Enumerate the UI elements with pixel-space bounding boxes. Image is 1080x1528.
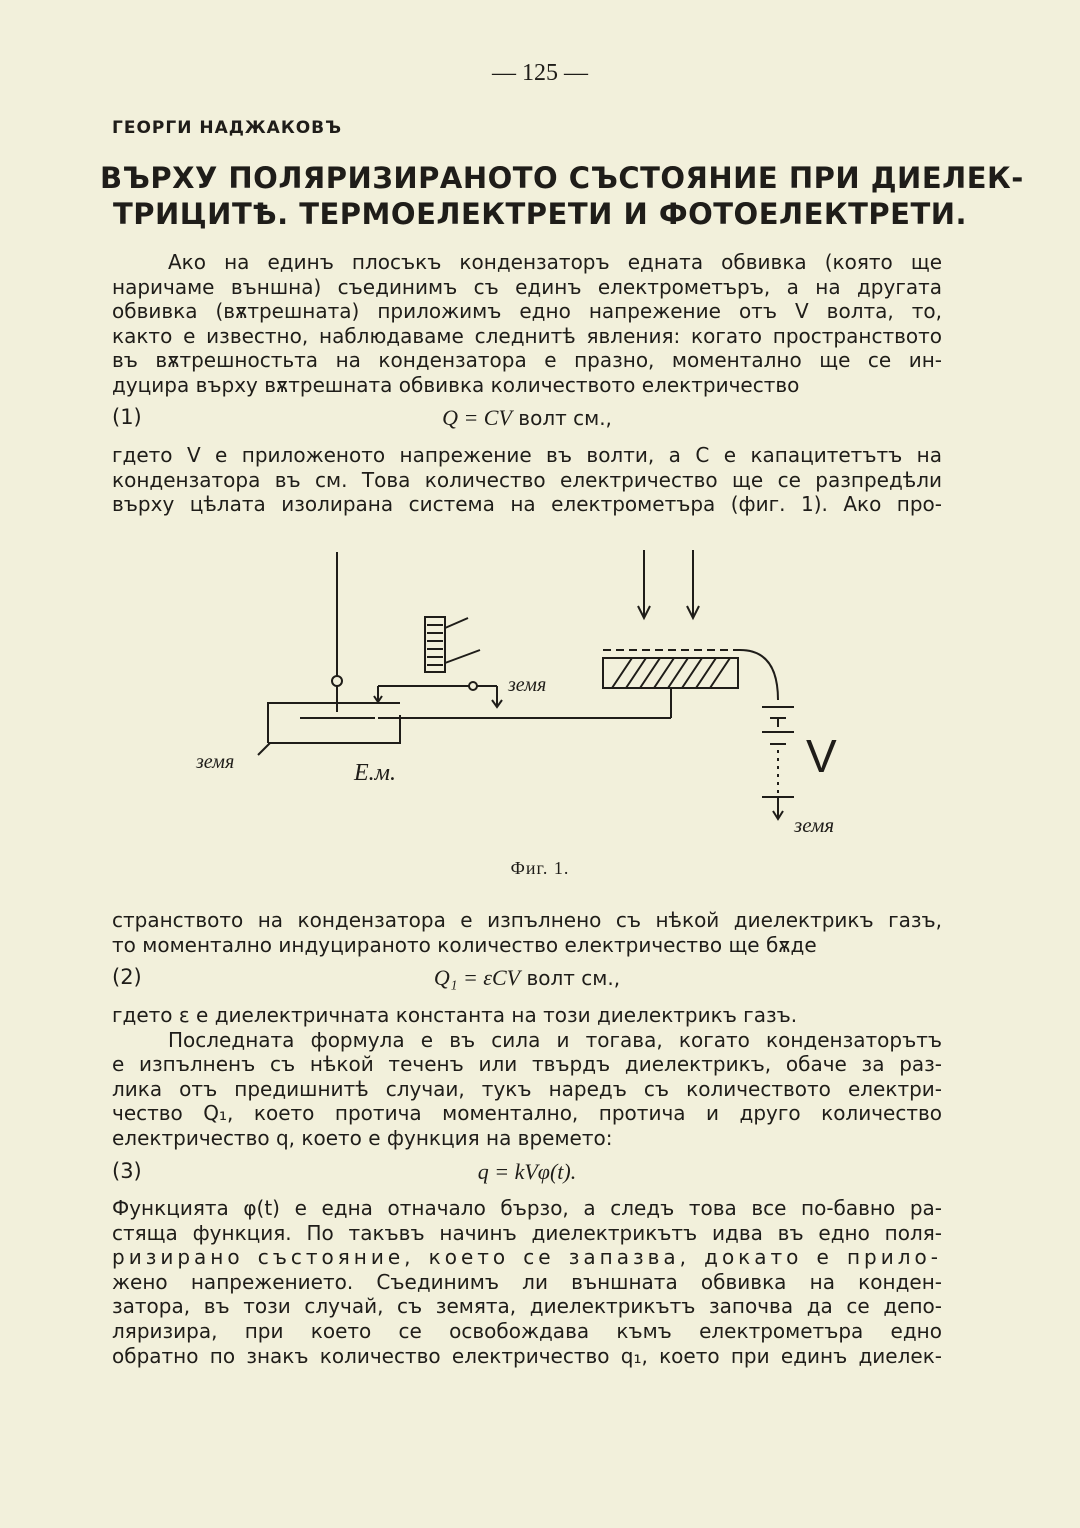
battery-lead <box>740 650 778 700</box>
text-line: обратно по знакъ количество електричество q₁, което при единъ диелек- <box>112 1343 942 1368</box>
formula-unit: волт см., <box>511 406 612 430</box>
equation-number: (3) <box>112 1159 142 1183</box>
electrometer-terminal <box>332 676 342 686</box>
text-line: върху цѣлата изолирана система на електрометъра (фиг. 1). Ако про- <box>112 492 942 517</box>
text-line: електричество q, което е функция на времето: <box>112 1125 613 1150</box>
text-line: чество Q₁, което протича моментално, протича и друго количество <box>112 1101 942 1126</box>
label-ground-electrometer: земя <box>196 751 235 773</box>
text-line: гдето V е приложеното напрежение въ волти, а C е капацитетътъ на <box>112 443 942 467</box>
text-line: затора, въ този случай, съ земята, диелектрикътъ започва да се депо- <box>112 1294 942 1319</box>
figure-caption: Фиг. 1. <box>510 858 570 878</box>
label-electrometer: Е.м. <box>354 760 396 786</box>
electrometer-case <box>268 703 400 743</box>
formula-text: q = kVφ(t). <box>477 1159 577 1184</box>
switch-contact <box>469 682 477 690</box>
equation-3 <box>112 1159 942 1185</box>
equation-2 <box>112 965 942 991</box>
text-line: то моментално индуцираното количество електричество ще бѫде <box>112 932 817 957</box>
formula-unit: волт см., <box>520 966 621 990</box>
title-line-1: ВЪРХУ ПОЛЯРИЗИРАНОТО СЪСТОЯНИЕ ПРИ ДИЕЛЕК- <box>100 161 1024 195</box>
text-line: Последната формула е въ сила и тогава, когато кондензаторътъ <box>168 1027 942 1052</box>
formula-text: Q = CV <box>442 405 512 430</box>
text-line: стяща функция. По такъвъ начинъ диелектрикътъ идва въ едно поля- <box>112 1220 942 1245</box>
equation-formula <box>112 1159 942 1186</box>
text-line: ляризира, при което се освобождава къмъ електрометъра едно <box>112 1318 942 1343</box>
author-name: ГЕОРГИ НАДЖАКОВЪ <box>112 118 343 138</box>
text-line: гдето ε е диелектричната константа на този диелектрикъ газъ. <box>112 1003 798 1027</box>
title-line-2: ТРИЦИТѢ. ТЕРМОЕЛЕКТРЕТИ И ФОТОЕЛЕКТРЕТИ. <box>112 197 968 231</box>
paragraph-3 <box>112 908 942 957</box>
text-line: лика отъ предишнитѣ случаи, тукъ наредъ съ количеството електри- <box>112 1076 942 1101</box>
paragraph-5 <box>112 1196 942 1368</box>
text-line: ризирано състояние, което се запазва, докато е прило- <box>112 1245 942 1270</box>
text-line: както е известно, наблюдаваме следнитѣ явления: когато пространството <box>112 323 942 348</box>
text-line: странството на кондензатора е изпълнено съ нѣкой диелектрикъ газъ, <box>112 908 942 932</box>
label-voltage: V <box>806 730 837 782</box>
text-line: дуцира върху вѫтрешната обвивка количеството електричество <box>112 372 800 397</box>
equation-formula <box>112 965 942 992</box>
text-line: Ако на единъ плосъкъ кондензаторъ едната обвивка (която ще <box>168 250 942 274</box>
text-line: Функцията φ(t) е една отначало бързо, а следъ това все по-бавно ра- <box>112 1196 942 1220</box>
page-number: — 125 — <box>492 60 588 86</box>
text-line: обвивка (вѫтрешната) приложимъ едно напрежение отъ V волта, то, <box>112 299 942 324</box>
text-line: наричаме външна) съединимъ съ единъ електрометъръ, а на другата <box>112 274 942 299</box>
paragraph-4 <box>112 1003 942 1151</box>
equation-number: (2) <box>112 965 142 989</box>
label-ground-switch: земя <box>508 674 547 696</box>
text-line: жено напрежението. Съединимъ ли външната обвивка на конден- <box>112 1269 942 1294</box>
text-line: кондензатора въ см. Това количество електричество ще се разпредѣли <box>112 467 942 492</box>
text-line: въ вѫтрешностьта на кондензатора е празно, моментално ще се ин- <box>112 348 942 373</box>
formula-text: Q₁ = εCV <box>433 965 521 990</box>
text-line: е изпълненъ съ нѣкой теченъ или твърдъ диелектрикъ, обаче за раз- <box>112 1052 942 1077</box>
equation-number: (1) <box>112 405 142 429</box>
label-ground-battery: земя <box>794 813 835 837</box>
